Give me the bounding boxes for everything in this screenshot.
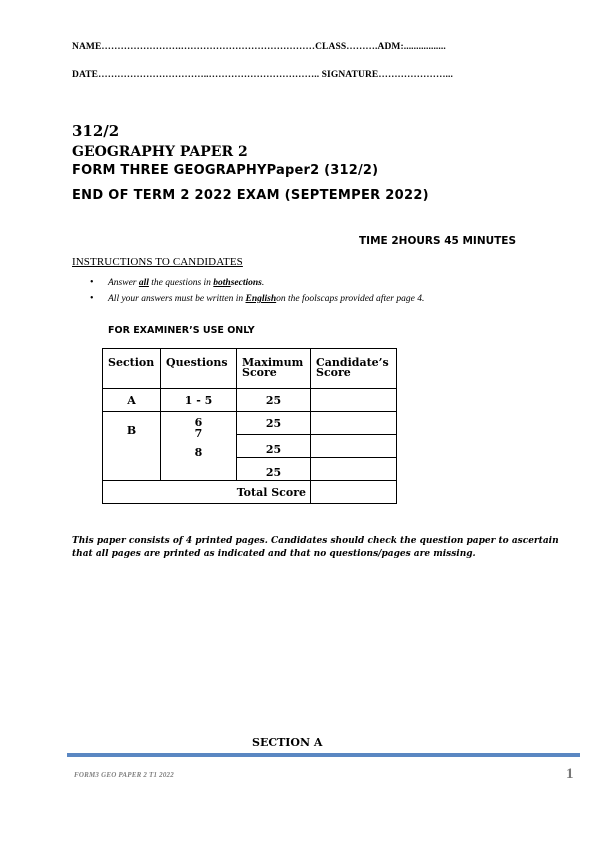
instruction-text: the questions in — [148, 278, 214, 288]
instructions-heading: INSTRUCTIONS TO CANDIDATES — [72, 256, 243, 268]
row-b1-max: 25 — [237, 412, 311, 435]
header-section: Section — [103, 349, 161, 389]
question-number: 7 — [194, 427, 203, 440]
total-score-value — [311, 481, 397, 504]
instruction-emphasis-sections: sections — [230, 278, 262, 288]
row-b1-candidate — [311, 412, 397, 435]
time-allowed: TIME 2HOURS 45 MINUTES — [359, 235, 517, 247]
score-table — [102, 348, 397, 504]
row-b2-candidate — [311, 435, 397, 458]
section-b-cell: B — [103, 412, 161, 481]
row-a-questions: 1 - 5 — [161, 389, 237, 412]
form-line: FORM THREE GEOGRAPHYPaper2 (312/2) — [72, 163, 379, 178]
instruction-emphasis: all — [138, 278, 149, 288]
pages-note: This paper consists of 4 printed pages. Candidates should check the question paper to ascertain that all pages are printed as indicated and that no questions/pages are missing. — [72, 536, 559, 559]
row-b3-max: 25 — [237, 458, 311, 481]
name-class-adm-line: NAME…………………….……………………………………CLASS……….ADM:................. — [72, 42, 446, 52]
instruction-text: . — [261, 278, 265, 288]
row-a-candidate — [311, 389, 397, 412]
instruction-item — [90, 294, 424, 304]
row-b2-max: 25 — [237, 435, 311, 458]
examiner-use-label: FOR EXAMINER’S USE ONLY — [108, 325, 255, 336]
exam-line: END OF TERM 2 2022 EXAM (SEPTEMPER 2022) — [72, 188, 429, 203]
question-number: 8 — [194, 446, 203, 459]
paper-code: 312/2 — [72, 122, 120, 140]
footer-rule — [67, 753, 580, 757]
paper-title: GEOGRAPHY PAPER 2 — [72, 144, 248, 160]
instruction-text: on the foolscaps provided after page 4. — [276, 294, 425, 304]
instruction-text: All your answers must be written in — [108, 294, 246, 304]
header-max-line2: Score — [242, 366, 277, 379]
footer-text: FORM3 GEO PAPER 2 T1 2022 — [74, 771, 174, 779]
header-max-line1: Maximum — [242, 356, 304, 369]
section-b-questions — [161, 412, 237, 481]
header-questions: Questions — [161, 349, 237, 389]
row-a-max: 25 — [237, 389, 311, 412]
row-a-section: A — [103, 389, 161, 412]
header-cand-line2: Score — [316, 366, 351, 379]
instruction-emphasis: both — [213, 278, 231, 288]
question-number: 6 — [194, 416, 203, 429]
header-maximum-score — [237, 349, 311, 389]
date-signature-line: DATE……………………………..…………………………….. SIGNATURE…………………... — [72, 70, 453, 80]
header-cand-line1: Candidate’s — [316, 356, 389, 369]
instruction-emphasis: English — [245, 294, 277, 304]
page-number: 1 — [566, 766, 574, 782]
row-b3-candidate — [311, 458, 397, 481]
section-a-heading: SECTION A — [252, 736, 323, 749]
total-score-label: Total Score — [103, 481, 311, 504]
instructions-list — [90, 278, 424, 310]
instruction-item — [90, 278, 424, 288]
instruction-text: Answer — [108, 278, 139, 288]
header-candidate-score — [311, 349, 397, 389]
